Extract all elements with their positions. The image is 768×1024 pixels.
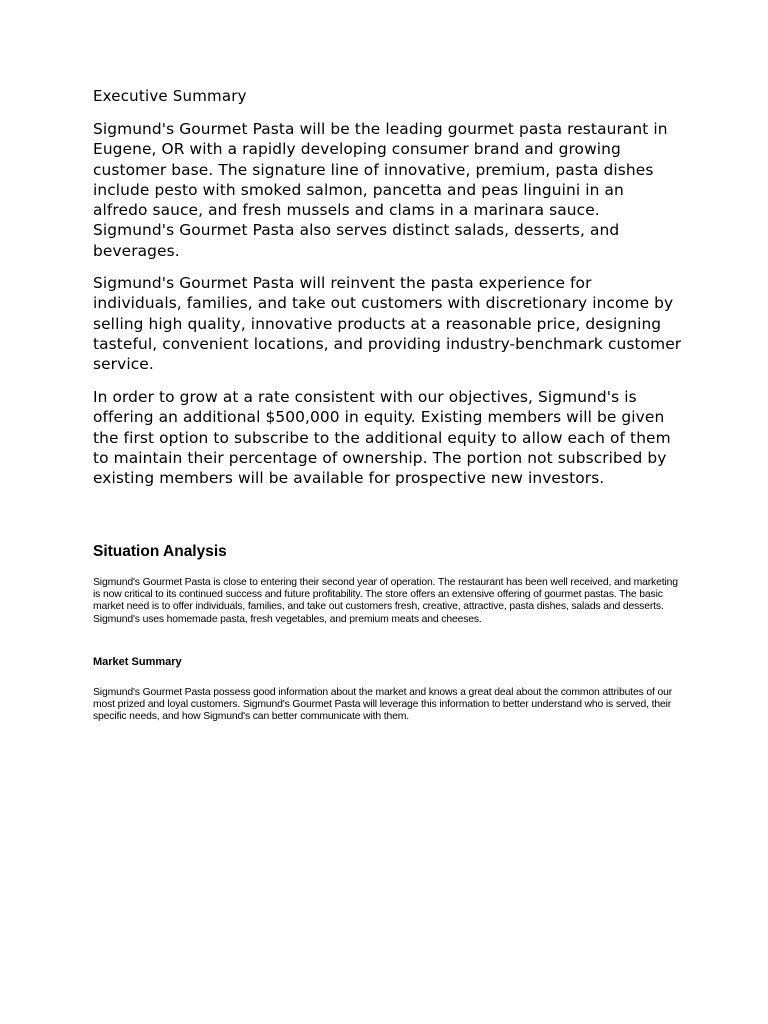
executive-summary-paragraph: In order to grow at a rate consistent with our objectives, Sigmund's is offering an additional $500,000 in equity. Existing members will be given the first option to subscribe to the additional equity to allow each of them to maintain their percentage of ownership. The portion not subscribed by existing members will be available for prospective new investors. [93, 388, 671, 488]
executive-summary-title: Executive Summary [93, 87, 247, 105]
situation-analysis-body: Sigmund's Gourmet Pasta is close to entering their second year of operation. The restaurant has been well received, and marketing is now critical to its continued success and future profitability. The store offers an extensive offering of gourmet pastas. The basic market need is to offer individuals, families, and take out customers fresh, creative, attractive, pasta dishes, salads and desserts. Sigmund's uses homemade pasta, fresh vegetables, and premium meats and cheeses. [93, 577, 678, 625]
market-summary-body: Sigmund's Gourmet Pasta possess good information about the market and knows a great deal about the common attributes of our most prized and loyal customers. Sigmund's Gourmet Pasta will leverage this information to better understand who is served, their specific needs, and how Sigmund's can better communicate with them. [93, 687, 673, 723]
executive-summary-paragraph: Sigmund's Gourmet Pasta will reinvent the pasta experience for individuals, families, and take out customers with discretionary income by selling high quality, innovative products at a reasonable price, designing tasteful, convenient locations, and providing industry-benchmark customer service. [93, 274, 682, 374]
executive-summary-paragraph: Sigmund's Gourmet Pasta will be the leading gourmet pasta restaurant in Eugene, OR with a rapidly developing consumer brand and growing customer base. The signature line of innovative, premium, pasta dishes include pesto with smoked salmon, pancetta and peas linguini in an alfredo sauce, and fresh mussels and clams in a marinara sauce. Sigmund's Gourmet Pasta also serves distinct salads, desserts, and beverages. [93, 120, 668, 260]
market-summary-heading: Market Summary [93, 656, 182, 668]
situation-analysis-heading: Situation Analysis [93, 543, 227, 560]
